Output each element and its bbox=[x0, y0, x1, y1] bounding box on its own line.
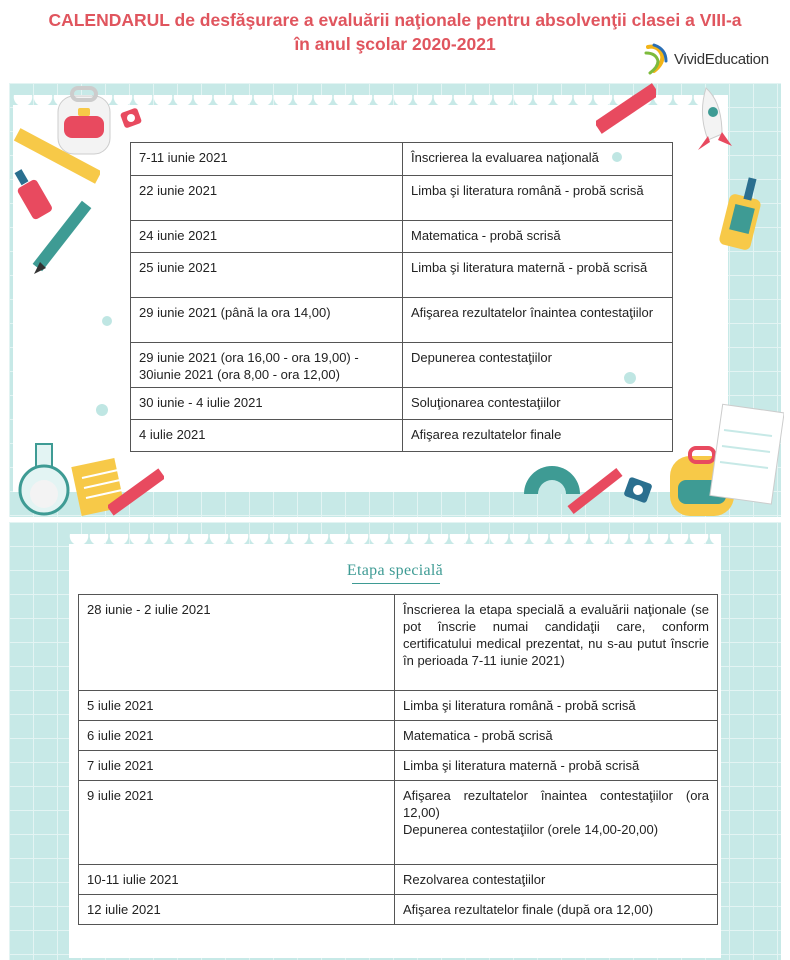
flask-icon bbox=[12, 440, 78, 520]
table-row bbox=[79, 595, 718, 691]
table-row bbox=[79, 721, 718, 751]
section-heading: Etapa specială bbox=[346, 562, 444, 579]
glue-stick-icon bbox=[716, 170, 772, 256]
event-cell: Rezolvarea contestaţiilor bbox=[395, 865, 718, 895]
date-cell: 29 iunie 2021 (până la ora 14,00) bbox=[131, 298, 403, 343]
event-cell: Limba şi literatura maternă - probă scrisă bbox=[403, 253, 673, 298]
table-row bbox=[131, 343, 673, 388]
date-cell: 10-11 iulie 2021 bbox=[79, 865, 395, 895]
title-line-2: în anul şcolar 2020-2021 bbox=[294, 34, 496, 54]
table-row bbox=[131, 221, 673, 253]
table-row bbox=[79, 865, 718, 895]
table-row bbox=[79, 751, 718, 781]
special-stage-table bbox=[78, 594, 718, 925]
event-cell: Înscrierea la evaluarea naţională bbox=[403, 143, 673, 176]
date-cell: 22 iunie 2021 bbox=[131, 176, 403, 221]
event-text: Afişarea rezultatelor înaintea contestaţiilor (ora 12,00) bbox=[403, 788, 709, 820]
event-cell: Depunerea contestaţiilor bbox=[403, 343, 673, 388]
date-cell: 24 iunie 2021 bbox=[131, 221, 403, 253]
logo-swirl-icon bbox=[644, 43, 670, 75]
ruler-red-small-icon bbox=[108, 466, 164, 520]
date-cell: 4 iulie 2021 bbox=[131, 420, 403, 452]
decor-dot bbox=[96, 404, 108, 416]
heading-underline bbox=[352, 583, 440, 584]
event-text-2: Depunerea contestaţiilor (orele 14,00-20,00) bbox=[403, 822, 659, 837]
date-cell: 25 iunie 2021 bbox=[131, 253, 403, 298]
event-cell: Afişarea rezultatelor înaintea contestaţiilor bbox=[403, 298, 673, 343]
title-line-1: CALENDARUL de desfăşurare a evaluării naţionale pentru absolvenţii clasei a VIII-a bbox=[48, 10, 742, 30]
date-cell: 28 iunie - 2 iulie 2021 bbox=[79, 595, 395, 691]
event-cell: Afişarea rezultatelor finale bbox=[403, 420, 673, 452]
table-row bbox=[131, 143, 673, 176]
logo-text: VividEducation bbox=[674, 50, 769, 68]
event-cell: Înscrierea la etapa specială a evaluării naţionale (se pot înscrie numai candidaţii care, conform certificatului medical prezentat, nu s-au putut înscrie în perioada 7-11 iunie 2021) bbox=[395, 595, 718, 691]
table-row bbox=[79, 895, 718, 925]
table-row bbox=[131, 298, 673, 343]
pencil-icon bbox=[28, 196, 98, 280]
card-scallop-edge bbox=[69, 534, 721, 546]
event-cell: Limba şi literatura maternă - probă scrisă bbox=[395, 751, 718, 781]
calendar-table bbox=[130, 142, 673, 452]
date-cell: 29 iunie 2021 (ora 16,00 - ora 19,00) - 30iunie 2021 (ora 8,00 - ora 12,00) bbox=[131, 343, 403, 388]
event-cell bbox=[395, 781, 718, 865]
decor-dot bbox=[102, 316, 112, 326]
sharpener-icon bbox=[118, 106, 144, 132]
notebook-paper-icon bbox=[708, 400, 784, 508]
table-row bbox=[131, 176, 673, 221]
event-cell: Matematica - probă scrisă bbox=[395, 721, 718, 751]
table-row bbox=[131, 388, 673, 420]
pencil-red-icon bbox=[566, 466, 624, 520]
date-cell: 6 iulie 2021 bbox=[79, 721, 395, 751]
ruler-red-icon bbox=[596, 82, 656, 136]
date-cell: 12 iulie 2021 bbox=[79, 895, 395, 925]
table-row bbox=[79, 781, 718, 865]
date-cell: 9 iulie 2021 bbox=[79, 781, 395, 865]
sharpener-blue-icon bbox=[622, 474, 656, 508]
rocket-icon bbox=[686, 84, 744, 164]
date-cell: 5 iulie 2021 bbox=[79, 691, 395, 721]
event-cell: Limba şi literatura română - probă scrisă bbox=[395, 691, 718, 721]
event-cell: Soluţionarea contestaţiilor bbox=[403, 388, 673, 420]
table-row bbox=[131, 420, 673, 452]
table-row bbox=[79, 691, 718, 721]
date-cell: 7-11 iunie 2021 bbox=[131, 143, 403, 176]
vivideducation-logo bbox=[644, 42, 769, 76]
date-cell: 7 iulie 2021 bbox=[79, 751, 395, 781]
date-cell: 30 iunie - 4 iulie 2021 bbox=[131, 388, 403, 420]
event-cell: Afişarea rezultatelor finale (după ora 12,00) bbox=[395, 895, 718, 925]
event-cell: Matematica - probă scrisă bbox=[403, 221, 673, 253]
event-cell: Limba şi literatura română - probă scrisă bbox=[403, 176, 673, 221]
table-row bbox=[131, 253, 673, 298]
